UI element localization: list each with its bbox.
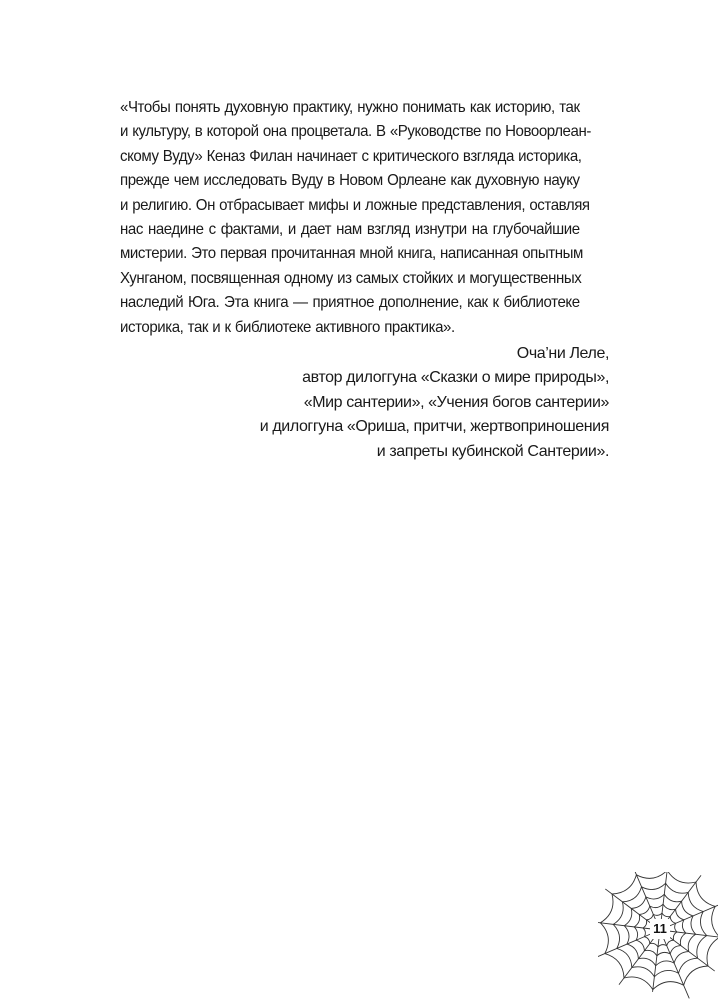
attribution-block	[120, 342, 609, 464]
attribution-line: и дилоггуна «Ориша, притчи, жертвоприношения	[259, 418, 609, 436]
quote-line: нас наедине с фактами, и дает нам взгляд изнутри на глубочайшие	[120, 221, 580, 239]
attribution-author: Оча’ни Леле,	[516, 345, 609, 362]
quote-line: и культуру, в которой она процветала. В «Руководстве по Новоорлеан-	[120, 123, 591, 141]
web-spoke	[660, 930, 689, 998]
quote-block	[120, 96, 591, 340]
page-number: 11	[650, 919, 670, 939]
attribution-line: и запреты кубинской Сантерии».	[376, 442, 609, 460]
quote-line: «Чтобы понять духовную практику, нужно понимать как историю, так	[120, 99, 580, 116]
attribution-line: автор дилоггуна «Сказки о мире природы»,	[302, 369, 609, 387]
quote-line: прежде чем исследовать Вуду в Новом Орлеане как духовную науку	[120, 172, 580, 190]
quote-line: Хунганом, посвященная одному из самых стойких и могущественных	[120, 269, 582, 287]
quote-line: историка, так и к библиотеке активного практика».	[120, 318, 455, 336]
quote-line: мистерии. Это первая прочитанная мной книга, написанная опытным	[120, 245, 583, 263]
quote-line: скому Вуду» Кеназ Филан начинает с критического взгляда историка,	[120, 147, 582, 165]
attribution-line: «Мир сантерии», «Учения богов сантерии»	[303, 393, 609, 411]
quote-line: и религию. Он отбрасывает мифы и ложные представления, оставляя	[120, 196, 590, 214]
quote-line: наследий Юга. Эта книга — приятное дополнение, как к библиотеке	[120, 294, 580, 312]
